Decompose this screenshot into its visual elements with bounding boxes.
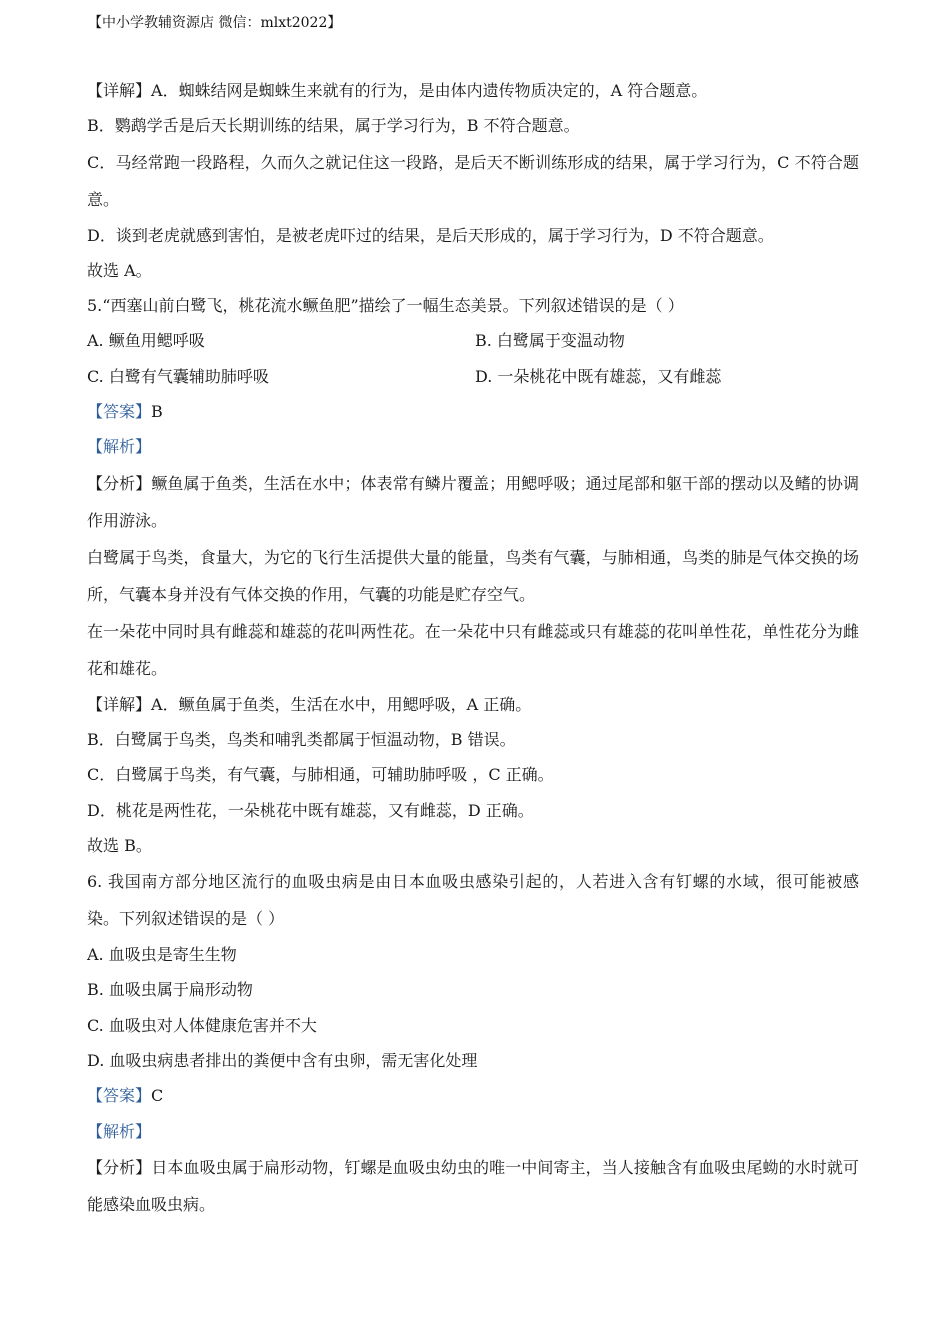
q5-answer [87, 394, 859, 429]
q6-analysis-heading [87, 1114, 859, 1149]
q5-options-row-1 [87, 323, 859, 358]
answer-tag: 【答案】 [87, 402, 152, 422]
analysis-tag: 【解析】 [87, 437, 152, 457]
q6-stem: 6. 我国南方部分地区流行的血吸虫病是由日本血吸虫感染引起的，人若进入含有钉螺的水域，很可能被感染。下列叙述错误的是（ ） [87, 872, 859, 929]
q6-analysis-1: 【分析】日本血吸虫属于扁形动物，钉螺是血吸虫幼虫的唯一中间寄主，当人接触含有血吸虫尾蚴的水时就可能感染血吸虫病。 [87, 1157, 859, 1214]
q5-analysis-2: 白鹭属于鸟类，食量大，为它的飞行生活提供大量的能量，鸟类有气囊，与肺相通，鸟类的肺是气体交换的场所，气囊本身并没有气体交换的作用，气囊的功能是贮存空气。 [87, 547, 859, 604]
analysis-prefix: 【分析】 [87, 1157, 152, 1177]
q5-option-c: C. 白鹭有气囊辅助肺呼吸 [87, 366, 269, 386]
analysis-prefix: 【分析】 [87, 473, 152, 493]
q5-options-row-2 [87, 359, 859, 394]
q5-option-d: D. 一朵桃花中既有雄蕊，又有雌蕊 [475, 366, 722, 386]
q5-analysis-3: 在一朵花中同时具有雌蕊和雄蕊的花叫两性花。在一朵花中只有雌蕊或只有雄蕊的花叫单性花，单性花分为雌花和雄花。 [87, 621, 859, 678]
q4-detail-a: 【详解】A．蜘蛛结网是蜘蛛生来就有的行为，是由体内遗传物质决定的，A 符合题意。 [87, 81, 708, 100]
q5-conclusion: 故选 B。 [87, 835, 152, 855]
answer-tag: 【答案】 [87, 1086, 152, 1106]
q5-detail-d: D．桃花是两性花，一朵桃花中既有雄蕊，又有雌蕊，D 正确。 [87, 800, 534, 820]
answer-value: C [151, 1086, 164, 1106]
detail-tag: 【详解】 [87, 694, 152, 714]
q4-detail-b: B．鹦鹉学舌是后天长期训练的结果，属于学习行为，B 不符合题意。 [87, 116, 580, 136]
q6-option-a: A. 血吸虫是寄生生物 [87, 945, 237, 965]
q6-option-b: B. 血吸虫属于扁形动物 [87, 980, 253, 1000]
q5-analysis-1: 【分析】鳜鱼属于鱼类，生活在水中；体表常有鳞片覆盖；用鳃呼吸；通过尾部和躯干部的摆动以及鳍的协调作用游泳。 [87, 473, 859, 530]
q6-option-c: C. 血吸虫对人体健康危害并不大 [87, 1015, 317, 1035]
q5-stem: 5.“西塞山前白鹭飞，桃花流水鳜鱼肥”描绘了一幅生态美景。下列叙述错误的是（ ） [87, 296, 684, 316]
q4-detail-d: D．谈到老虎就感到害怕，是被老虎吓过的结果，是后天形成的，属于学习行为，D 不符合题意。 [87, 225, 774, 245]
q5-option-a: A. 鳜鱼用鳃呼吸 [87, 331, 205, 351]
analysis-tag: 【解析】 [87, 1121, 152, 1141]
page-header: 【中小学教辅资源店 微信：mlxt2022】 [88, 15, 342, 31]
q5-detail-b: B．白鹭属于鸟类，鸟类和哺乳类都属于恒温动物，B 错误。 [87, 729, 516, 749]
q4-detail-c: C．马经常跑一段路程，久而久之就记住这一段路，是后天不断训练形成的结果，属于学习行为，C 不符合题意。 [87, 152, 859, 209]
detail-tag: 【详解】 [87, 81, 152, 100]
q6-answer [87, 1078, 859, 1113]
answer-value: B [151, 402, 163, 422]
document-body [87, 73, 859, 1223]
q5-detail-a: 【详解】A．鳜鱼属于鱼类，生活在水中，用鳃呼吸，A 正确。 [87, 694, 532, 714]
q5-detail-c: C．白鹭属于鸟类，有气囊，与肺相通，可辅助肺呼吸 ，C 正确。 [87, 765, 554, 785]
q4-conclusion: 故选 A。 [87, 260, 152, 280]
q6-option-d: D. 血吸虫病患者排出的粪便中含有虫卵，需无害化处理 [87, 1051, 478, 1071]
q5-option-b: B. 白鹭属于变温动物 [475, 331, 625, 351]
q5-analysis-heading [87, 429, 859, 464]
